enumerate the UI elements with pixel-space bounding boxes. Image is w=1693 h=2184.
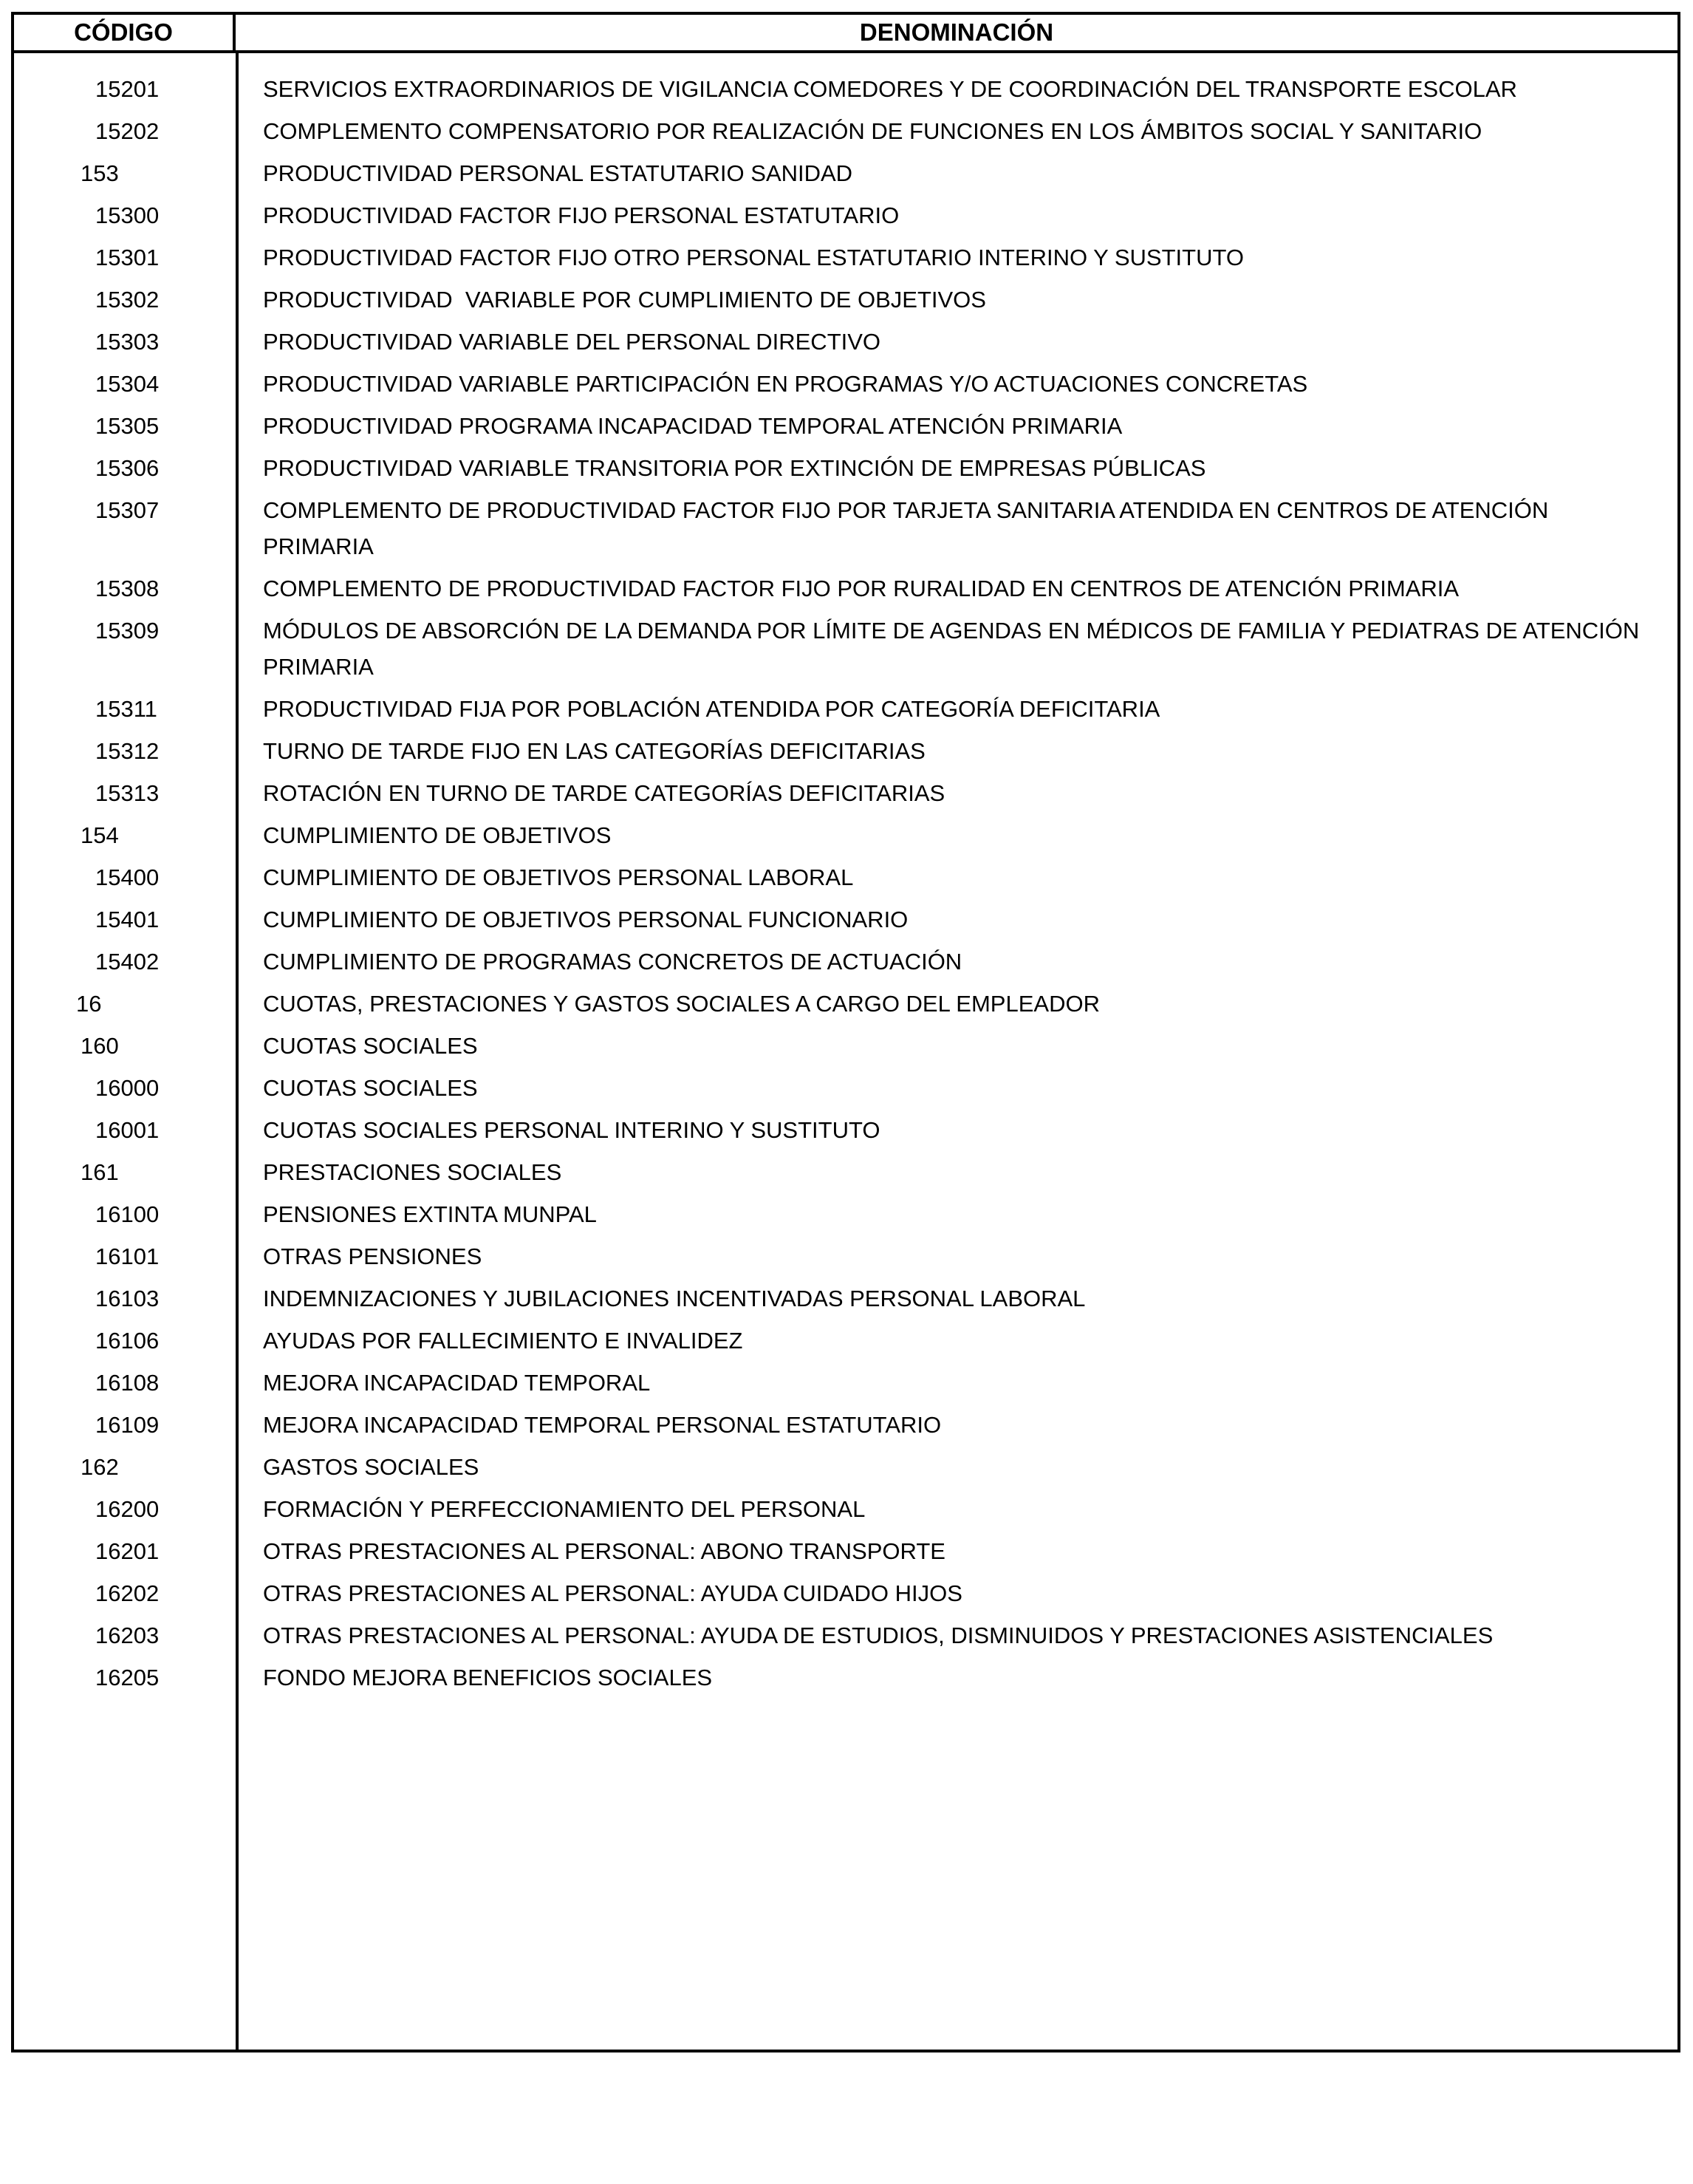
table-row xyxy=(14,281,1677,318)
table-row xyxy=(14,1575,1677,1611)
table-row xyxy=(14,986,1677,1022)
denomination-cell: PRODUCTIVIDAD FACTOR FIJO OTRO PERSONAL ESTATUTARIO INTERINO Y SUSTITUTO xyxy=(263,245,1244,270)
denomination-cell: TURNO DE TARDE FIJO EN LAS CATEGORÍAS DEFICITARIAS xyxy=(263,738,926,764)
table-row xyxy=(14,113,1677,149)
table-row xyxy=(14,1070,1677,1106)
table-row xyxy=(14,1407,1677,1443)
table-row xyxy=(14,1112,1677,1148)
budget-codes-table xyxy=(11,12,1680,2052)
table-row xyxy=(14,612,1677,685)
table-row xyxy=(14,408,1677,444)
denomination-cell: CUMPLIMIENTO DE OBJETIVOS PERSONAL LABORAL xyxy=(263,864,854,890)
code-cell: 16100 xyxy=(95,1201,160,1227)
code-cell: 15305 xyxy=(95,413,160,439)
denomination-cell: INDEMNIZACIONES Y JUBILACIONES INCENTIVADAS PERSONAL LABORAL xyxy=(263,1286,1086,1311)
code-cell: 16200 xyxy=(95,1496,160,1522)
code-cell: 15303 xyxy=(95,329,160,355)
code-cell: 15308 xyxy=(95,576,160,601)
denomination-cell: MEJORA INCAPACIDAD TEMPORAL PERSONAL ESTATUTARIO xyxy=(263,1412,942,1438)
code-cell: 162 xyxy=(81,1454,119,1480)
table-row xyxy=(14,733,1677,769)
table-row xyxy=(14,450,1677,486)
code-cell: 16101 xyxy=(95,1243,160,1269)
table-body xyxy=(14,53,1677,2050)
code-cell: 160 xyxy=(81,1033,119,1059)
table-row xyxy=(14,1365,1677,1401)
table-row xyxy=(14,71,1677,107)
table-row xyxy=(14,817,1677,853)
code-cell: 15312 xyxy=(95,738,160,764)
denomination-cell: ROTACIÓN EN TURNO DE TARDE CATEGORÍAS DEFICITARIAS xyxy=(263,780,945,806)
code-cell: 16205 xyxy=(95,1665,160,1690)
code-cell: 15302 xyxy=(95,287,160,313)
denomination-cell: PRODUCTIVIDAD VARIABLE TRANSITORIA POR EXTINCIÓN DE EMPRESAS PÚBLICAS xyxy=(263,455,1206,481)
table-row xyxy=(14,324,1677,360)
code-cell: 15301 xyxy=(95,245,160,270)
header-codigo: CÓDIGO xyxy=(14,15,236,50)
denomination-cell: COMPLEMENTO DE PRODUCTIVIDAD FACTOR FIJO POR TARJETA SANITARIA ATENDIDA EN CENTROS DE ATENCIÓN PRIMARIA xyxy=(263,497,1555,559)
code-cell: 15313 xyxy=(95,780,160,806)
denomination-cell: FONDO MEJORA BENEFICIOS SOCIALES xyxy=(263,1665,713,1690)
code-cell: 153 xyxy=(81,160,119,186)
table-row xyxy=(14,1659,1677,1696)
code-cell: 15311 xyxy=(95,696,157,722)
denomination-cell: OTRAS PRESTACIONES AL PERSONAL: AYUDA CUIDADO HIJOS xyxy=(263,1580,962,1606)
code-cell: 15309 xyxy=(95,618,160,644)
code-cell: 15202 xyxy=(95,118,160,144)
denomination-cell: CUOTAS SOCIALES PERSONAL INTERINO Y SUSTITUTO xyxy=(263,1117,880,1143)
denomination-cell: PRODUCTIVIDAD VARIABLE PARTICIPACIÓN EN PROGRAMAS Y/O ACTUACIONES CONCRETAS xyxy=(263,371,1308,397)
denomination-cell: CUOTAS SOCIALES xyxy=(263,1033,478,1059)
code-cell: 15402 xyxy=(95,949,160,975)
table-row xyxy=(14,775,1677,811)
denomination-cell: FORMACIÓN Y PERFECCIONAMIENTO DEL PERSONAL xyxy=(263,1496,866,1522)
denomination-cell: OTRAS PRESTACIONES AL PERSONAL: ABONO TRANSPORTE xyxy=(263,1538,945,1564)
table-row xyxy=(14,1533,1677,1569)
code-cell: 15300 xyxy=(95,202,160,228)
denomination-cell: PRODUCTIVIDAD VARIABLE POR CUMPLIMIENTO DE OBJETIVOS xyxy=(263,287,986,313)
table-row xyxy=(14,239,1677,276)
code-cell: 15307 xyxy=(95,497,160,523)
code-cell: 16108 xyxy=(95,1370,160,1396)
denomination-cell: PRODUCTIVIDAD FACTOR FIJO PERSONAL ESTATUTARIO xyxy=(263,202,900,228)
denomination-cell: CUMPLIMIENTO DE OBJETIVOS xyxy=(263,822,612,848)
table-row xyxy=(14,197,1677,233)
denomination-cell: CUMPLIMIENTO DE PROGRAMAS CONCRETOS DE ACTUACIÓN xyxy=(263,949,962,975)
code-cell: 16202 xyxy=(95,1580,160,1606)
table-row xyxy=(14,1491,1677,1527)
table-row xyxy=(14,570,1677,607)
denomination-cell: PRESTACIONES SOCIALES xyxy=(263,1159,562,1185)
code-cell: 15304 xyxy=(95,371,160,397)
denomination-cell: PENSIONES EXTINTA MUNPAL xyxy=(263,1201,597,1227)
table-row xyxy=(14,155,1677,191)
denomination-cell: MEJORA INCAPACIDAD TEMPORAL xyxy=(263,1370,651,1396)
denomination-cell: OTRAS PRESTACIONES AL PERSONAL: AYUDA DE ESTUDIOS, DISMINUIDOS Y PRESTACIONES ASISTENCIALES xyxy=(263,1622,1494,1648)
table-row xyxy=(14,1280,1677,1317)
denomination-cell: PRODUCTIVIDAD PERSONAL ESTATUTARIO SANIDAD xyxy=(263,160,853,186)
table-row xyxy=(14,492,1677,564)
denomination-cell: COMPLEMENTO COMPENSATORIO POR REALIZACIÓN DE FUNCIONES EN LOS ÁMBITOS SOCIAL Y SANITARIO xyxy=(263,118,1482,144)
code-cell: 15401 xyxy=(95,907,160,932)
denomination-cell: CUOTAS SOCIALES xyxy=(263,1075,478,1101)
table-row xyxy=(14,1617,1677,1654)
code-cell: 16106 xyxy=(95,1328,160,1354)
code-cell: 15306 xyxy=(95,455,160,481)
denomination-cell: PRODUCTIVIDAD FIJA POR POBLACIÓN ATENDIDA POR CATEGORÍA DEFICITARIA xyxy=(263,696,1160,722)
table-header-row xyxy=(14,15,1677,53)
table-row xyxy=(14,1196,1677,1232)
table-row xyxy=(14,1028,1677,1064)
code-cell: 16109 xyxy=(95,1412,160,1438)
code-cell: 161 xyxy=(81,1159,119,1185)
code-cell: 154 xyxy=(81,822,119,848)
table-row xyxy=(14,859,1677,895)
table-row xyxy=(14,1154,1677,1190)
denomination-cell: MÓDULOS DE ABSORCIÓN DE LA DEMANDA POR LÍMITE DE AGENDAS EN MÉDICOS DE FAMILIA Y PEDIATRAS DE ATENCIÓN PRIMARIA xyxy=(263,618,1646,680)
code-cell: 15400 xyxy=(95,864,160,890)
denomination-cell: GASTOS SOCIALES xyxy=(263,1454,479,1480)
code-cell: 16103 xyxy=(95,1286,160,1311)
denomination-cell: CUMPLIMIENTO DE OBJETIVOS PERSONAL FUNCIONARIO xyxy=(263,907,909,932)
table-row xyxy=(14,691,1677,727)
code-cell: 16 xyxy=(76,991,102,1017)
table-row xyxy=(14,1449,1677,1485)
denomination-cell: AYUDAS POR FALLECIMIENTO E INVALIDEZ xyxy=(263,1328,743,1354)
table-row xyxy=(14,943,1677,980)
table-row xyxy=(14,1238,1677,1274)
table-row xyxy=(14,366,1677,402)
table-row xyxy=(14,901,1677,938)
code-cell: 16000 xyxy=(95,1075,160,1101)
header-denominacion: DENOMINACIÓN xyxy=(859,18,1054,46)
code-cell: 16201 xyxy=(95,1538,160,1564)
code-cell: 16203 xyxy=(95,1622,160,1648)
denomination-cell: CUOTAS, PRESTACIONES Y GASTOS SOCIALES A CARGO DEL EMPLEADOR xyxy=(263,991,1100,1017)
code-cell: 15201 xyxy=(95,76,160,102)
denomination-cell: SERVICIOS EXTRAORDINARIOS DE VIGILANCIA COMEDORES Y DE COORDINACIÓN DEL TRANSPORTE ESCOLAR xyxy=(263,76,1517,102)
denomination-cell: OTRAS PENSIONES xyxy=(263,1243,482,1269)
table-row xyxy=(14,1323,1677,1359)
denomination-cell: PRODUCTIVIDAD PROGRAMA INCAPACIDAD TEMPORAL ATENCIÓN PRIMARIA xyxy=(263,413,1123,439)
code-cell: 16001 xyxy=(95,1117,160,1143)
denomination-cell: COMPLEMENTO DE PRODUCTIVIDAD FACTOR FIJO POR RURALIDAD EN CENTROS DE ATENCIÓN PRIMARIA xyxy=(263,576,1460,601)
denomination-cell: PRODUCTIVIDAD VARIABLE DEL PERSONAL DIRECTIVO xyxy=(263,329,881,355)
